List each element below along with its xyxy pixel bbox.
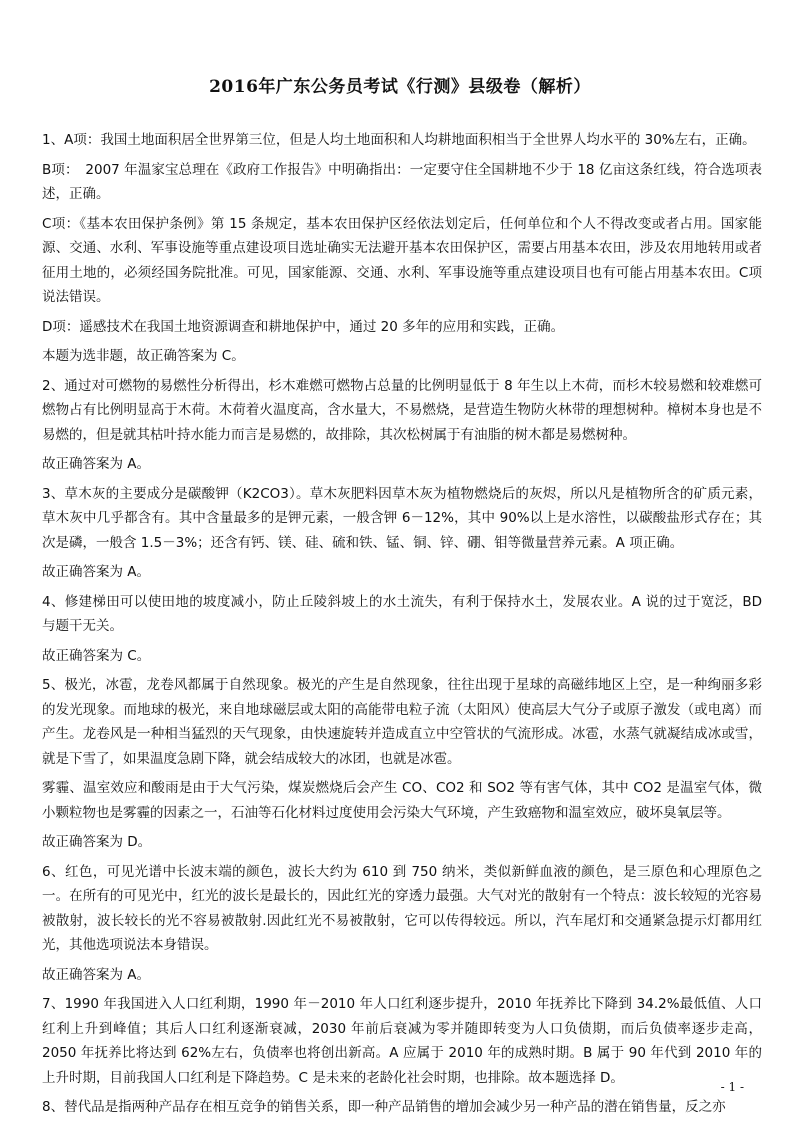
paragraph: 6、红色，可见光谱中长波末端的颜色，波长大约为 610 到 750 纳米，类似新鲜血液的颜色，是三原色和心理原色之一。在所有的可见光中，红光的波长是最长的，因此红光的穿透力最强。大气对光的散射有一个特点：波长较短的光容易被散射，波长较长的光不容易被散射.因此红光不易被散射，它可以传得较远。所以，汽车尾灯和交通紧急提示灯都用红光，其他选项说法本身错误。 [42,863,762,953]
paragraph: C项：《基本农田保护条例》第 15 条规定，基本农田保护区经依法划定后，任何单位和个人不得改变或者占用。国家能源、交通、水利、军事设施等重点建设项目选址确实无法避开基本农田保护区，需要占用基本农田，涉及农用地转用或者征用土地的，必须经国务院批准。可见，国家能源、交通、水利、军事设施等重点建设项目也有可能占用基本农田。C项说法错误。 [42,215,762,305]
paragraph: 8、替代品是指两种产品存在相互竞争的销售关系，即一种产品销售的增加会减少另一种产品的潜在销售量，反之亦 [42,1099,726,1115]
document-body [42,128,762,1125]
paragraph: 1、A项：我国土地面积居全世界第三位，但是人均土地面积和人均耕地面积相当于全世界人均水平的 30%左右，正确。 [42,132,756,148]
paragraph: 7、1990 年我国进入人口红利期，1990 年－2010 年人口红利逐步提升，2010 年抚养比下降到 34.2%最低值、人口红利上升到峰值；其后人口红利逐渐衰减，2030 年前后衰减为零并随即转变为人口负债期，而后负债率逐步走高，2050 年抚养比将达到 62%左右，负债率也将创出新高。A 应属于 2010 年的成熟时期。B 属于 90 年代到 2010 年的上升时期，目前我国人口红利是下降趋势。C 是未来的老龄化社会时期，也排除。故本题选择 D。 [42,996,762,1086]
paragraph: B项： 2007 年温家宝总理在《政府工作报告》中明确指出：一定要守住全国耕地不少于 18 亿亩这条红线，符合选项表述，正确。 [42,161,762,202]
paragraph: 雾霾、温室效应和酸雨是由于大气污染，煤炭燃烧后会产生 CO、CO2 和 SO2 等有害气体，其中 CO2 是温室气体，微小颗粒物也是雾霾的因素之一，石油等石化材料过度使用会污染大气环境，产生致癌物和温室效应，破坏臭氧层等。 [42,780,762,821]
answer-line: 故正确答案为 A。 [42,966,151,983]
paragraph: 2、通过对可燃物的易燃性分析得出，杉木难燃可燃物占总量的比例明显低于 8 年生以上木荷，而杉木较易燃和较难燃可燃物占有比例明显高于木荷。木荷着火温度高，含水量大，不易燃烧，是营造生物防火林带的理想树种。樟树本身也是不易燃的，但是就其枯叶持水能力而言是易燃的，故排除，其次松树属于有油脂的树木都是易燃树种。 [42,377,762,443]
paragraph: 4、修建梯田可以使田地的坡度减小，防止丘陵斜坡上的水土流失，有利于保持水土，发展农业。A 说的过于宽泛，BD 与题干无关。 [42,593,762,634]
paragraph: D项：遥感技术在我国土地资源调查和耕地保护中，通过 20 多年的应用和实践，正确。 [42,318,565,335]
answer-line: 故正确答案为 D。 [42,834,152,850]
paragraph: 3、草木灰的主要成分是碳酸钾（K2CO3）。草木灰肥料因草木灰为植物燃烧后的灰烬，所以凡是植物所含的矿质元素，草木灰中几乎都含有。其中含量最多的是钾元素，一般含钾 6－12%，其中 90%以上是水溶性，以碳酸盐形式存在；其次是磷，一般含 1.5－3%；还含有钙、镁、硅、硫和铁、锰、铜、锌、硼、钼等微量营养元素。A 项正确。 [42,485,762,551]
answer-line: 本题为选非题，故正确答案为 C。 [42,348,245,364]
answer-line: 故正确答案为 C。 [42,647,151,664]
answer-line: 故正确答案为 A。 [42,564,151,580]
document-title: 2016年广东公务员考试《行测》县级卷（解析） [209,77,591,97]
page-number: - 1 - [720,1080,744,1094]
answer-line: 故正确答案为 A。 [42,456,151,472]
paragraph: 5、极光，冰雹，龙卷风都属于自然现象。极光的产生是自然现象，往往出现于星球的高磁纬地区上空，是一种绚丽多彩的发光现象。而地球的极光，来自地球磁层或太阳的高能带电粒子流（太阳风）使高层大气分子或原子激发（或电离）而产生。龙卷风是一种相当猛烈的天气现象，由快速旋转并造成直立中空管状的气流形成。冰雹，水蒸气就凝结成冰或雪，就是下雪了，如果温度急剧下降，就会结成较大的冰团，也就是冰雹。 [42,677,762,767]
